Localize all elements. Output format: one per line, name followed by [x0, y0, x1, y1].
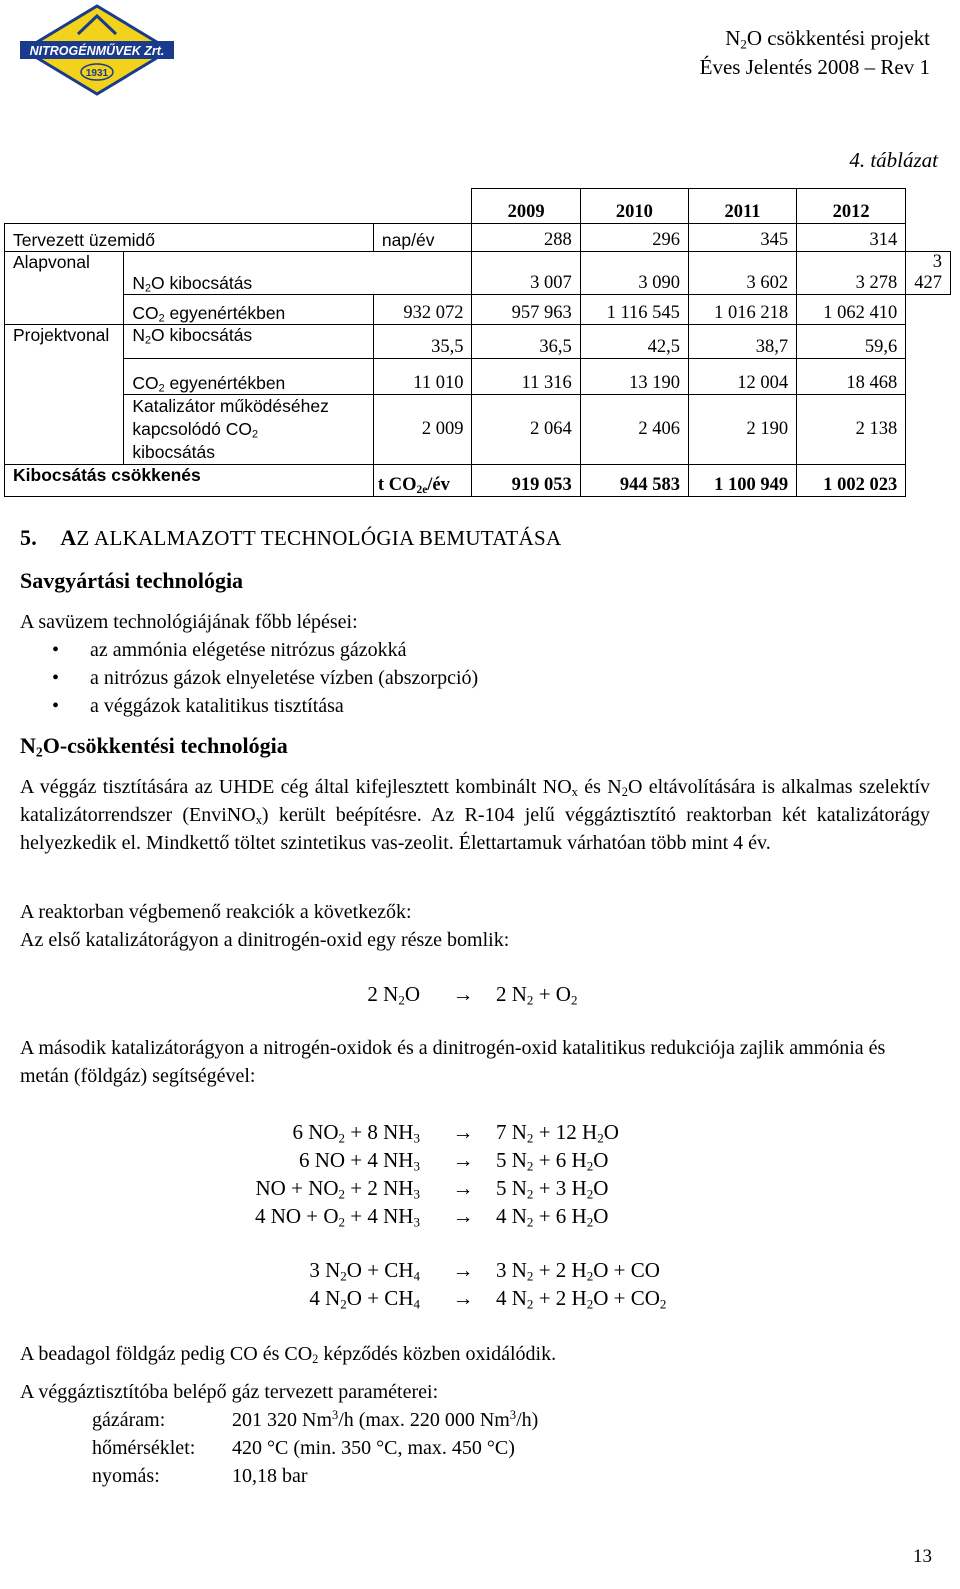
section-heading: 5. AZ ALKALMAZOTT TECHNOLÓGIA BEMUTATÁSA	[20, 525, 562, 550]
table-cell: 314	[797, 224, 906, 252]
row-label: Katalizátor működéséhez kapcsolódó $CO_2$ kibocsátás	[124, 395, 374, 465]
group-label: Alapvonal	[5, 252, 124, 295]
emission-table	[4, 188, 951, 497]
param-row: hőmérséklet: 420 °C (min. 350 °C, max. 450 °C)	[92, 1434, 538, 1462]
param-row: nyomás: 10,18 bar	[92, 1462, 538, 1490]
row-label: Kibocsátás csökkenés	[5, 465, 374, 497]
param-value: 420 °C (min. 350 °C, max. 450 °C)	[232, 1437, 515, 1459]
logo-text: NITROGÉNMŰVEK Zrt.	[29, 44, 165, 58]
table-cell: 35,5	[373, 325, 472, 359]
paragraph: A véggáz tisztítására az UHDE cég által kifejlesztett kombinált $NO_x$ és $N_2O$ eltávolítására is alkalmas szelektív katalizátorrendszer (EnviNO$_x$) került beépítésre. Az R-104 jelű véggáztisztító reaktorban két katalizátorágy helyezkedik el. Mindkettő töltet szintetikus vas-zeolit. Élettartamuk várhatóan több mint 4 év.	[20, 776, 931, 854]
table-cell: 2 138	[797, 395, 906, 465]
table-cell: 2 064	[472, 395, 580, 465]
table-cell: 3 278	[797, 252, 906, 295]
equation-rhs: 5 $N_2 + 6$ $H_2O$	[496, 1148, 609, 1174]
table-cell: 38,7	[688, 325, 796, 359]
table-caption: 4. táblázat	[849, 148, 938, 172]
logo-year: 1931	[85, 68, 109, 79]
table-cell: 42,5	[580, 325, 688, 359]
list-item: • a nitrózus gázok elnyeletése vízben (abszorpció)	[52, 664, 478, 692]
year-header: 2009	[472, 189, 580, 224]
arrow-icon: →	[452, 1286, 474, 1310]
param-value: 10,18 bar	[232, 1465, 308, 1487]
table-row-total	[5, 465, 951, 497]
table-row	[5, 325, 951, 359]
group-label: Projektvonal	[5, 325, 124, 359]
equation-rhs: 3 $N_2 + 2$ $H_2O$ + CO	[496, 1258, 660, 1284]
table-row	[5, 224, 951, 252]
year-header: 2011	[688, 189, 796, 224]
equation-lhs: 6 NO + 4 $NH_3$	[298, 1148, 420, 1174]
equation-lhs: 4 $N_2O + CH_4$	[309, 1286, 420, 1312]
project-title: $N_2O$ csökkentési projekt	[725, 26, 930, 52]
row-label: $CO_2$ egyenértékben	[124, 359, 374, 395]
table-cell: 1 016 218	[688, 295, 796, 325]
equation-lhs: 4 NO + $O_2 + 4$ $NH_3$	[254, 1204, 420, 1230]
table-cell: 3 602	[688, 252, 796, 295]
paragraph: A második katalizátorágyon a nitrogén-oxidok és a dinitrogén-oxid katalitikus redukciója zajlik ammónia és metán (földgáz) segítségével:	[20, 1037, 886, 1087]
table-cell: 11 010	[373, 359, 472, 395]
equation-lhs: 3 $N_2O + CH_4$	[309, 1258, 420, 1284]
table-cell: 59,6	[797, 325, 906, 359]
year-header: 2012	[797, 189, 906, 224]
arrow-icon: →	[452, 1148, 474, 1172]
table-row	[5, 295, 951, 325]
table-cell: 2 190	[688, 395, 796, 465]
list-item: • a véggázok katalitikus tisztítása	[52, 692, 478, 720]
table-cell: 1 002 023	[797, 465, 906, 497]
parameter-list	[92, 1406, 538, 1490]
equation-lhs: NO + $NO_2 + 2$ $NH_3$	[255, 1176, 420, 1202]
table-cell: 345	[688, 224, 796, 252]
paragraph: A beadagol földgáz pedig CO és $CO_2$ képződés közben oxidálódik.	[20, 1343, 557, 1367]
company-logo	[18, 4, 176, 96]
report-title: Éves Jelentés 2008 – Rev 1	[699, 55, 930, 79]
list-item: • az ammónia elégetése nitrózus gázokká	[52, 636, 478, 664]
row-label: $N_2O$ kibocsátás	[124, 252, 472, 295]
table-cell: 3 090	[580, 252, 688, 295]
table-cell: 18 468	[797, 359, 906, 395]
table-cell: 3 427	[906, 252, 951, 295]
arrow-icon: →	[452, 1204, 474, 1228]
steps-list	[52, 636, 478, 720]
table-cell: 296	[580, 224, 688, 252]
table-cell: 957 963	[472, 295, 580, 325]
logo-graphic	[18, 4, 176, 96]
table-cell: 13 190	[580, 359, 688, 395]
table-row	[5, 252, 951, 295]
table-cell: 2 009	[373, 395, 472, 465]
param-row: gázáram: 201 320 Nm$^3$/h (max. 220 000 Nm$^3$/h)	[92, 1406, 538, 1434]
subheading-n2o: $N_2O$-csökkentési technológia	[20, 733, 288, 760]
table-cell: 11 316	[472, 359, 580, 395]
arrow-icon: →	[452, 982, 474, 1006]
table-cell: 1 116 545	[580, 295, 688, 325]
arrow-icon: →	[452, 1258, 474, 1282]
equation-rhs: 4 $N_2 + 6$ $H_2O$	[496, 1204, 609, 1230]
table-cell: 944 583	[580, 465, 688, 497]
table-cell: 288	[472, 224, 580, 252]
row-label: Tervezett üzemidő	[5, 224, 374, 252]
arrow-icon: →	[452, 1176, 474, 1200]
row-label: $N_2O$ kibocsátás	[124, 325, 374, 359]
row-label: $CO_2$ egyenértékben	[124, 295, 374, 325]
param-value: 201 320 Nm$^3$/h (max. 220 000 Nm$^3$/h)	[232, 1408, 539, 1431]
table-cell: 932 072	[373, 295, 472, 325]
paragraph: A savüzem technológiájának főbb lépései:	[20, 611, 358, 633]
year-header: 2010	[580, 189, 688, 224]
table-cell: 919 053	[472, 465, 580, 497]
table-row	[5, 359, 951, 395]
equation-rhs: 2 $N_2 + O_2$	[496, 982, 578, 1008]
equation-rhs: 5 $N_2 + 3$ $H_2O$	[496, 1176, 609, 1202]
equation-lhs: 6 $NO_2 + 8$ $NH_3$	[292, 1120, 420, 1146]
equation-rhs: 7 $N_2 + 12$ $H_2O$	[496, 1120, 619, 1146]
table-cell: 1 062 410	[797, 295, 906, 325]
subheading-savgyartas: Savgyártási technológia	[20, 568, 244, 593]
table-cell: 2 406	[580, 395, 688, 465]
table-cell: 1 100 949	[688, 465, 796, 497]
equation-lhs: 2 $N_2O$	[367, 982, 420, 1008]
equation-rhs: 4 $N_2 + 2$ $H_2O + CO_2$	[496, 1286, 667, 1312]
table-row	[5, 395, 951, 465]
row-unit: t $CO_{2e}/év$	[373, 465, 472, 497]
arrow-icon: →	[452, 1120, 474, 1144]
row-unit: nap/év	[373, 224, 472, 252]
table-header-row	[5, 189, 951, 224]
page-number: 13	[913, 1546, 932, 1567]
table-cell: 3 007	[472, 252, 580, 295]
table-cell: 12 004	[688, 359, 796, 395]
table-cell: 36,5	[472, 325, 580, 359]
document-title	[700, 24, 930, 82]
paragraph: A véggáztisztítóba belépő gáz tervezett paraméterei:	[20, 1381, 439, 1403]
paragraph: A reaktorban végbemenő reakciók a következők: Az első katalizátorágyon a dinitrogén-oxid egy része bomlik:	[20, 901, 510, 951]
